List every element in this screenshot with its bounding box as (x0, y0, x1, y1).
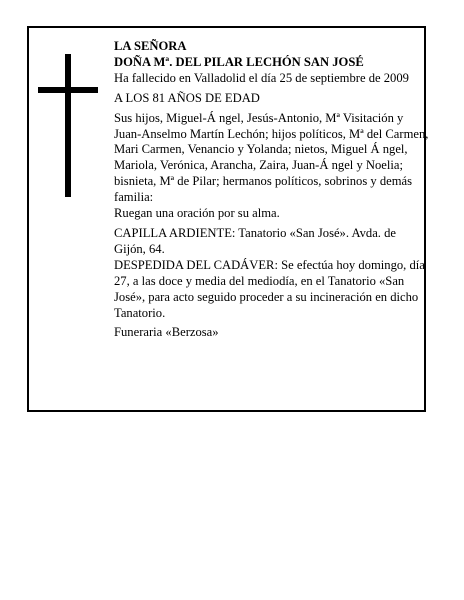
prayer-request: Ruegan una oración por su alma. (114, 206, 280, 221)
latin-cross-icon (38, 54, 98, 197)
dispatch-info: DESPEDIDA DEL CADÁVER: Se efectúa hoy domingo, día 27, a las doce y media del mediodía, en el Tanatorio «San José», para acto seguido proceder a su incineración en dicho Tanatorio. (114, 257, 425, 320)
death-statement: Ha fallecido en Valladolid el día 25 de septiembre de 2009 (114, 70, 409, 85)
obituary-text (114, 39, 429, 341)
family-list: Sus hijos, Miguel-Á ngel, Jesús-Antonio, Mª Visitación y Juan-Anselmo Martín Lechón; hijos políticos, Mª del Carmen, Mari Carmen, Venancio y Yolanda; nietos, Miguel Á ngel, Mariola, Verónica, Arancha, Zaira, Juan-Á ngel y Noelia; bisnieta, Mª de Pilar; hermanos políticos, sobrinos y demás familia: (114, 110, 429, 205)
cross-vertical-bar (65, 54, 71, 197)
cross-horizontal-bar (38, 87, 98, 93)
funeral-home: Funeraria «Berzosa» (114, 325, 219, 340)
honorific: LA SEÑORA (114, 39, 187, 53)
age-line: A LOS 81 AÑOS DE EDAD (114, 90, 260, 105)
chapel-info: CAPILLA ARDIENTE: Tanatorio «San José». Avda. de Gijón, 64. (114, 225, 396, 256)
deceased-name: DOÑA Mª. DEL PILAR LECHÓN SAN JOSÉ (114, 54, 364, 69)
